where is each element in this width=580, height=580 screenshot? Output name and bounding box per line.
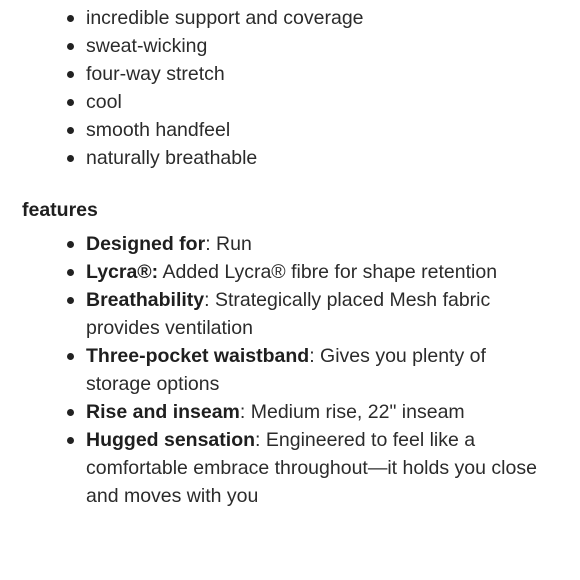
feature-item bbox=[22, 230, 556, 258]
feature-item bbox=[22, 426, 556, 510]
feature-term: Hugged sensation bbox=[86, 429, 256, 451]
feature-item bbox=[22, 258, 556, 286]
feature-text: : Gives you plenty of storage options bbox=[86, 345, 486, 395]
feature-text: : Strategically placed Mesh fabric provides ventilation bbox=[86, 289, 491, 339]
feature-term: Designed for bbox=[86, 233, 206, 255]
feature-term: Rise and inseam bbox=[86, 401, 240, 423]
list-item: incredible support and coverage bbox=[22, 4, 556, 32]
feature-text: : Medium rise, 22" inseam bbox=[239, 401, 465, 423]
feature-item bbox=[22, 342, 556, 398]
features-list bbox=[22, 230, 556, 510]
list-item: cool bbox=[22, 88, 556, 116]
list-item: smooth handfeel bbox=[22, 116, 556, 144]
list-item: sweat-wicking bbox=[22, 32, 556, 60]
features-heading: features bbox=[22, 199, 98, 221]
feature-text: : Run bbox=[205, 233, 252, 255]
feature-item bbox=[22, 286, 556, 342]
feature-text: Added Lycra® fibre for shape retention bbox=[158, 261, 498, 283]
feature-term: Three-pocket waistband bbox=[86, 345, 310, 367]
list-item: four-way stretch bbox=[22, 60, 556, 88]
materials-list bbox=[22, 4, 556, 172]
feature-text: : Engineered to feel like a comfortable embrace throughout—it holds you close and moves with you bbox=[86, 429, 537, 507]
feature-term: Breathability bbox=[86, 289, 205, 311]
feature-term: Lycra®: bbox=[86, 261, 159, 283]
feature-item bbox=[22, 398, 556, 426]
list-item: naturally breathable bbox=[22, 144, 556, 172]
